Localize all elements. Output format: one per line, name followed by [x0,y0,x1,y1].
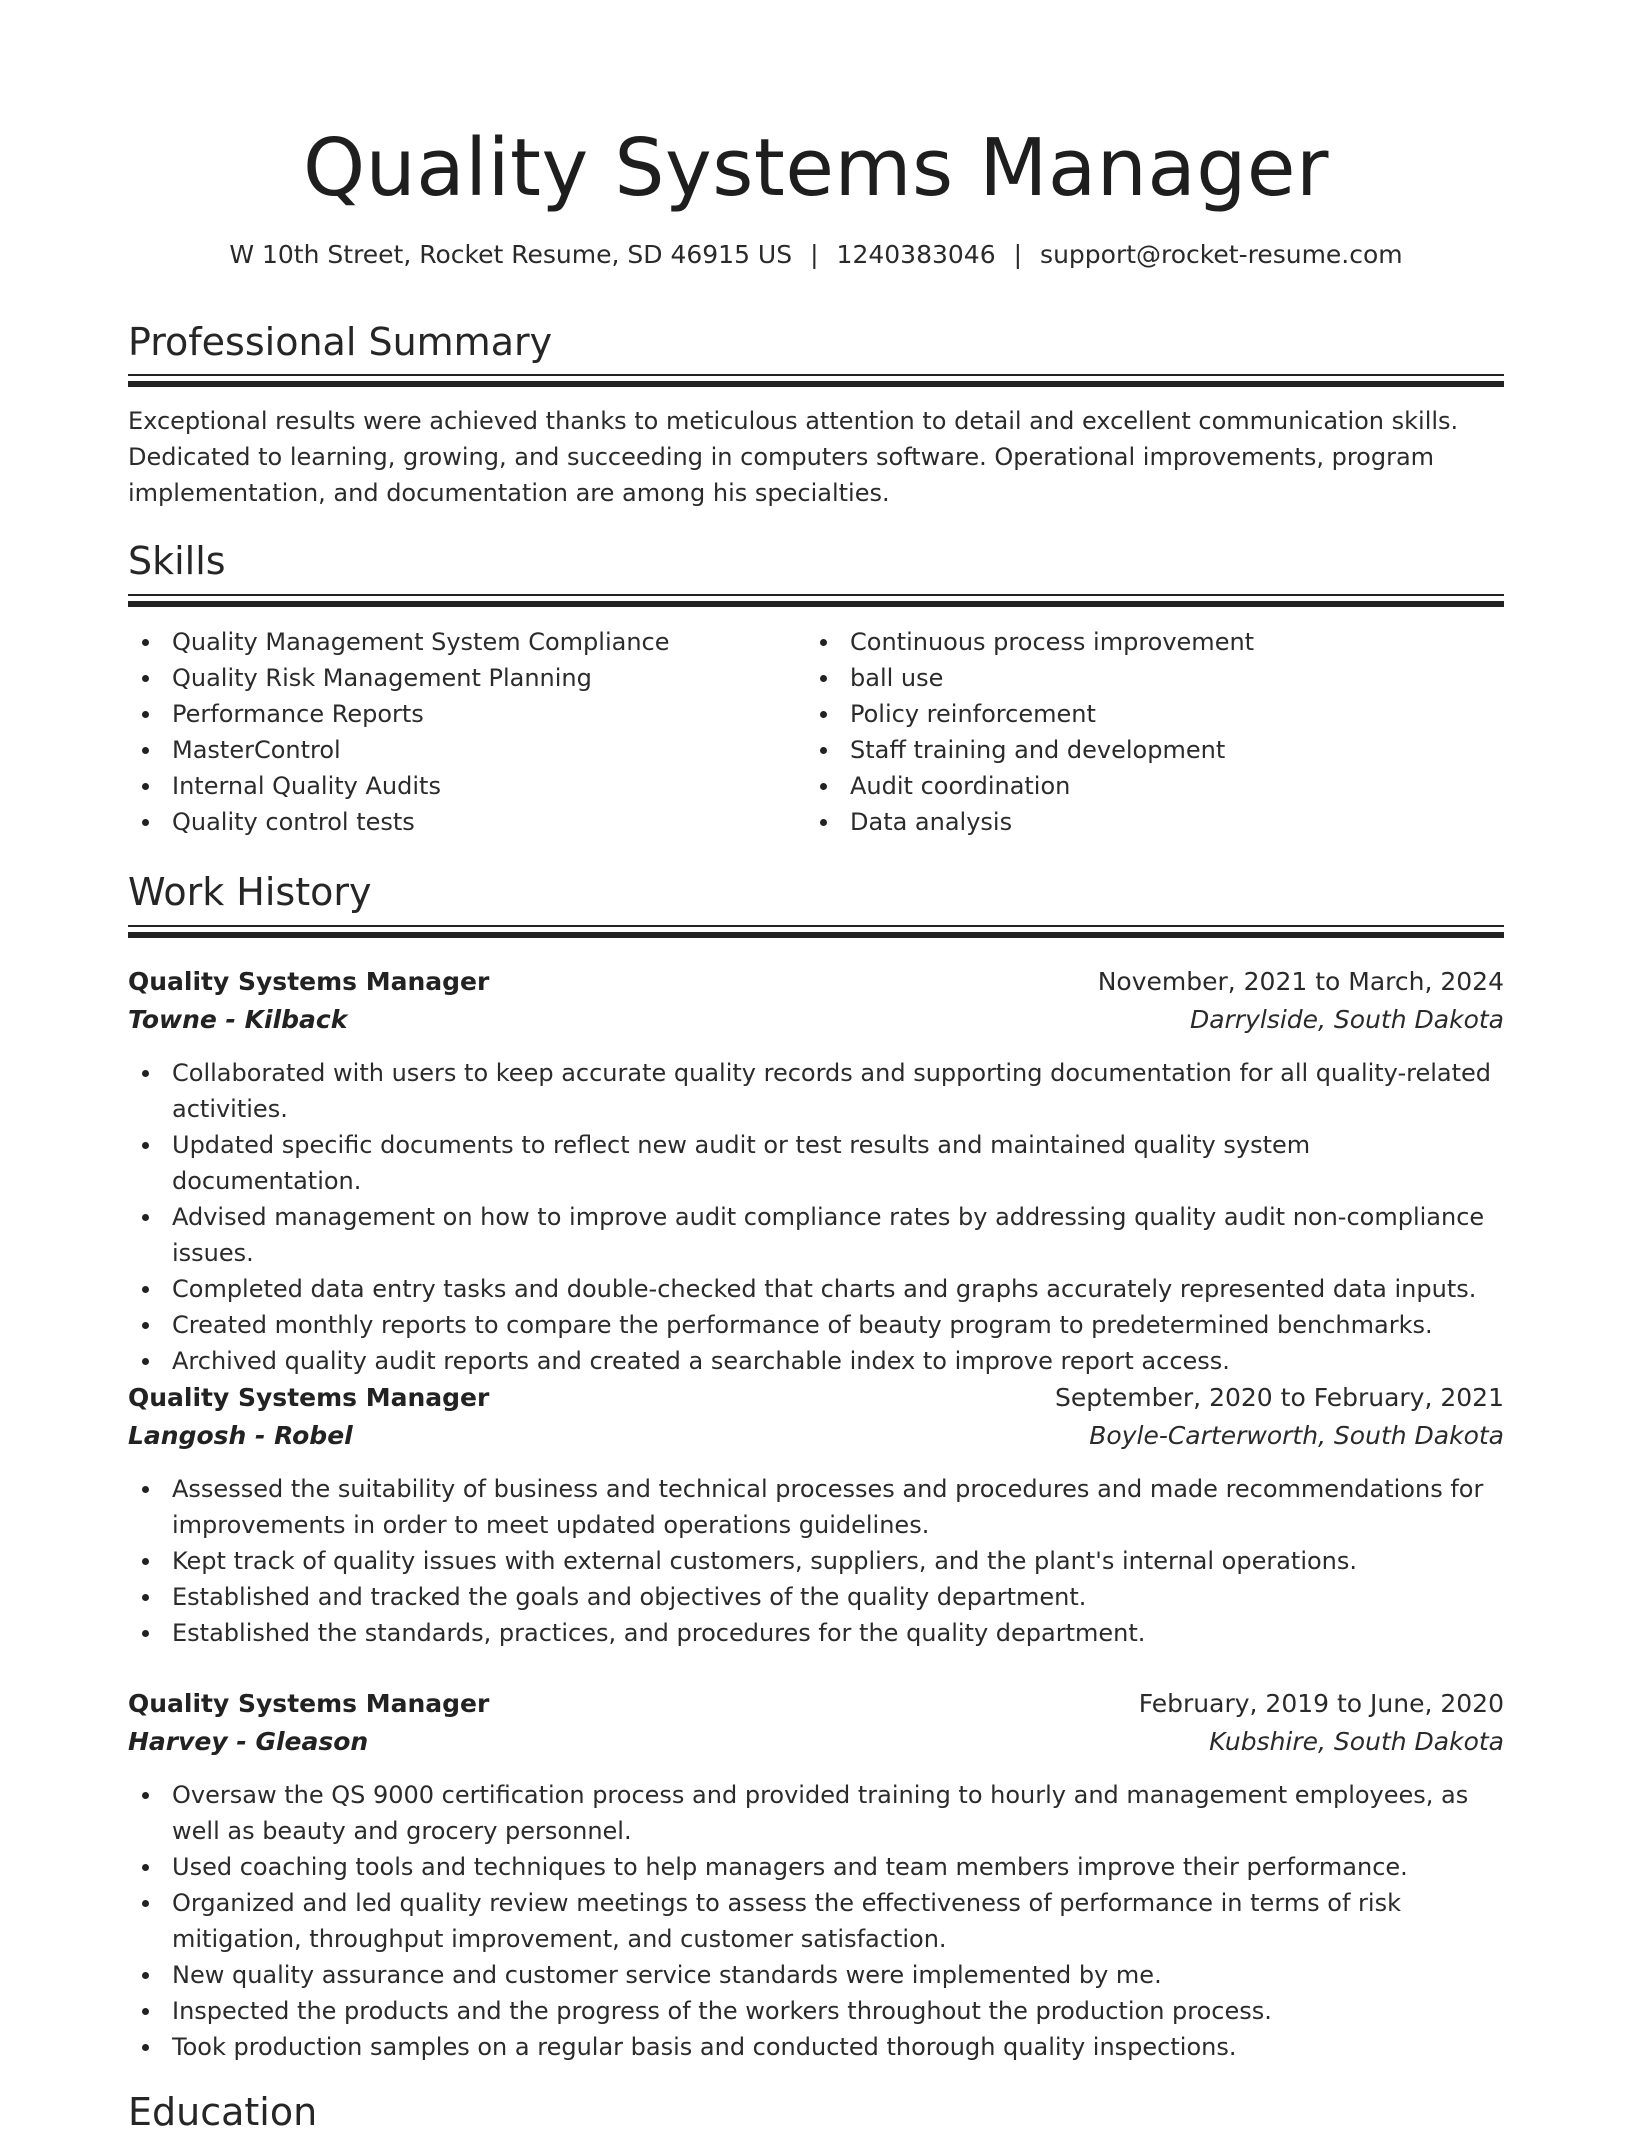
job-entry [128,1379,1504,1651]
job-bullet: Archived quality audit reports and created a searchable index to improve report access. [128,1343,1504,1379]
job-bullet: Collaborated with users to keep accurate quality records and supporting documentation for all quality-related activities. [128,1055,1504,1127]
job-bullet: Kept track of quality issues with external customers, suppliers, and the plant's internal operations. [128,1543,1504,1579]
job-bullet: Created monthly reports to compare the performance of beauty program to predetermined benchmarks. [128,1307,1504,1343]
job-bullet: Completed data entry tasks and double-checked that charts and graphs accurately represented data inputs. [128,1271,1504,1307]
skills-heading: Skills [128,539,226,583]
job-bullet: Inspected the products and the progress of the workers throughout the production process. [128,1993,1504,2029]
contact-separator: | [1013,240,1023,269]
job-bullet: Established and tracked the goals and objectives of the quality department. [128,1579,1504,1615]
job-company: Langosh - Robel [128,1421,353,1450]
job-bullets [128,1471,1504,1651]
job-title: Quality Systems Manager [128,967,490,996]
job-bullet: Updated specific documents to reflect new audit or test results and maintained quality system documentation. [128,1127,1504,1199]
summary-heading: Professional Summary [128,320,553,364]
job-company: Harvey - Gleason [128,1727,369,1756]
contact-line [128,238,1504,272]
job-location: Kubshire, South Dakota [1209,1727,1504,1756]
skill-item: MasterControl [128,732,808,768]
job-location: Boyle-Carterworth, South Dakota [1089,1421,1504,1450]
contact-separator: | [810,240,819,269]
skills-list-right [806,624,1486,840]
candidate-name: Quality Systems Manager [302,122,1330,214]
job-dates: November, 2021 to March, 2024 [1097,967,1504,996]
job-bullet: Took production samples on a regular basis and conducted thorough quality inspections. [128,2029,1504,2065]
job-title: Quality Systems Manager [128,1689,490,1718]
job-bullet: Oversaw the QS 9000 certification process and provided training to hourly and management employees, as well as beauty and grocery personnel. [128,1777,1504,1849]
job-entry [128,1685,1504,2065]
work-heading: Work History [128,870,372,914]
skill-item: Policy reinforcement [806,696,1486,732]
summary-text: Exceptional results were achieved thanks to meticulous attention to detail and excellent communication skills. Dedicated to learning, growing, and succeeding in computers software. Operational improvements, program implementation, and documentation are among his specialties. [128,407,1459,507]
work-divider [128,925,1504,937]
job-location: Darrylside, South Dakota [1189,1005,1504,1034]
job-bullet: Organized and led quality review meetings to assess the effectiveness of performance in terms of risk mitigation, throughput improvement, and customer satisfaction. [128,1885,1504,1957]
job-title: Quality Systems Manager [128,1383,490,1412]
skill-item: Quality Management System Compliance [128,624,808,660]
job-dates: February, 2019 to June, 2020 [1138,1689,1504,1718]
job-bullets [128,1055,1504,1379]
skill-item: Staff training and development [806,732,1486,768]
skills-divider [128,594,1504,606]
email: support@rocket-resume.com [1040,240,1403,269]
skill-item: Internal Quality Audits [128,768,808,804]
skills-list-left [128,624,808,840]
job-company: Towne - Kilback [128,1005,348,1034]
job-bullets [128,1777,1504,2065]
job-bullet: Used coaching tools and techniques to help managers and team members improve their performance. [128,1849,1504,1885]
job-entry [128,963,1504,1379]
job-bullet: New quality assurance and customer service standards were implemented by me. [128,1957,1504,1993]
skill-item: ball use [806,660,1486,696]
phone: 1240383046 [836,240,996,269]
skill-item: Data analysis [806,804,1486,840]
skill-item: Performance Reports [128,696,808,732]
education-heading: Education [128,2090,318,2134]
summary-divider [128,374,1504,386]
skill-item: Audit coordination [806,768,1486,804]
address: W 10th Street, Rocket Resume, SD 46915 US [229,240,793,269]
job-bullet: Advised management on how to improve audit compliance rates by addressing quality audit non-compliance issues. [128,1199,1504,1271]
skill-item: Continuous process improvement [806,624,1486,660]
job-bullet: Assessed the suitability of business and technical processes and procedures and made recommendations for improvements in order to meet updated operations guidelines. [128,1471,1504,1543]
job-dates: September, 2020 to February, 2021 [1055,1383,1504,1412]
skill-item: Quality Risk Management Planning [128,660,808,696]
job-bullet: Established the standards, practices, and procedures for the quality department. [128,1615,1504,1651]
skill-item: Quality control tests [128,804,808,840]
